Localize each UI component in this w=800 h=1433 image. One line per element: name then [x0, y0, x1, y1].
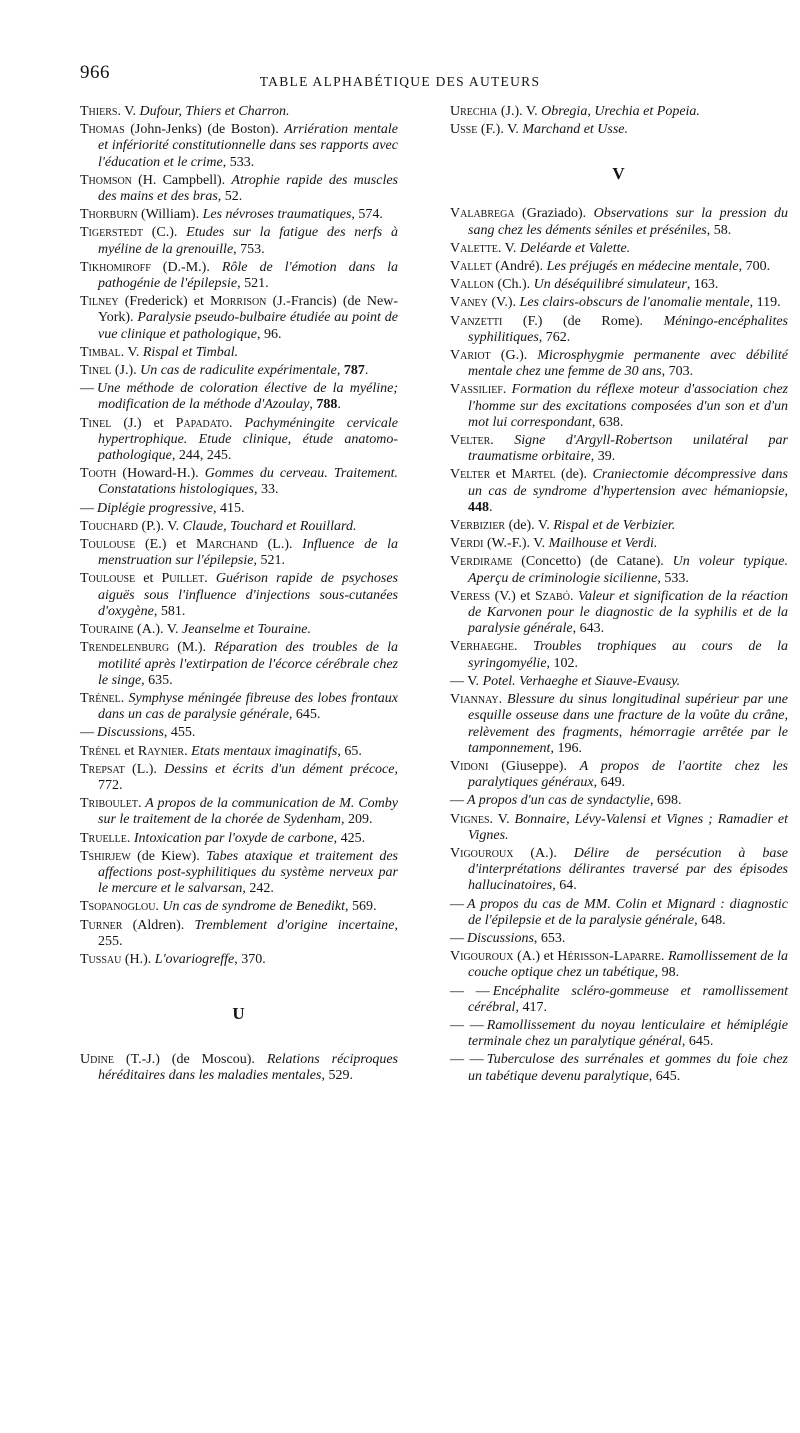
page-number: 966 — [80, 62, 110, 83]
index-entry: Udine (T.-J.) (de Moscou). Relations réciproques héréditaires dans les maladies mentales, 529. — [80, 1052, 398, 1084]
index-entry: Valette. V. Deléarde et Valette. — [450, 240, 631, 256]
index-entry: Viannay. Blessure du sinus longitudinal supérieur par une esquille osseuse dans une fracture de la voûte du crâne, relèvement des fragments, hémorragie arrêtée par le tamponnement, 196. — [450, 692, 788, 756]
index-entry: Urechia (J.). V. Obregia, Urechia et Popeia. — [450, 104, 700, 119]
index-entry: Usse (F.). V. Marchand et Usse. — [450, 122, 629, 138]
index-entry: Tsopanoglou. Un cas de syndrome de Benedikt, 569. — [80, 899, 377, 915]
index-entry: Tinel (J.). Un cas de radiculite expérimentale, 787. — [80, 363, 369, 379]
index-entry: Vigouroux (A.) et Hérisson-Laparre. Ramollissement de la couche optique chez un tabétique, 98. — [450, 949, 788, 981]
index-entry: Trénel. Symphyse méningée fibreuse des lobes frontaux dans un cas de paralysie générale, 645. — [80, 690, 398, 723]
index-entry: Verhaeghe. Troubles trophiques au cours de la syringomyélie, 102. — [450, 639, 788, 671]
index-entry: Vassilief. Formation du réflexe moteur d'association chez l'homme sur des excitations composées d'un son et d'un mot lui correspondant, 638. — [450, 382, 788, 430]
index-entry: Verdi (W.-F.). V. Mailhouse et Verdi. — [450, 536, 658, 552]
index-entry: Thomas (John-Jenks) (de Boston). Arriération mentale et infériorité constitutionnelle dans ses rapports avec l'éducation et le crime, 533. — [80, 122, 398, 170]
index-entry: — Discussions, 455. — [80, 725, 196, 741]
index-entry: Toulouse et Puillet. Guérison rapide de psychoses aiguës sous l'influence d'injections sous-cutanées d'oxygène, 581. — [80, 571, 398, 619]
index-entry: Touraine (A.). V. Jeanselme et Touraine. — [80, 622, 312, 638]
index-entry: — Une méthode de coloration élective de la myéline; modification de la méthode d'Azoulay, 788. — [80, 381, 398, 413]
index-entry: Toulouse (E.) et Marchand (L.). Influence de la menstruation sur l'épilepsie, 521. — [80, 537, 399, 569]
index-entry: Verbizier (de). V. Rispal et de Verbizier. — [450, 518, 676, 534]
index-entry: Timbal. V. Rispal et Timbal. — [80, 344, 239, 360]
index-entry: Thomson (H. Campbell). Atrophie rapide des muscles des mains et des bras, 52. — [80, 172, 399, 205]
index-entry: Thiers. V. Dufour, Thiers et Charron. — [80, 104, 290, 119]
index-entry: Tilney (Frederick) et Morrison (J.-Francis) (de New-York). Paralysie pseudo-bulbaire étudiée au point de vue clinique et pathologique, 96. — [80, 294, 398, 342]
index-entry: Vignes. V. Bonnaire, Lévy-Valensi et Vignes ; Ramadier et Vignes. — [450, 811, 789, 843]
left-column — [80, 104, 398, 1087]
index-entry: Touchard (P.). V. Claude, Touchard et Rouillard. — [80, 518, 357, 534]
index-entry: Valabrega (Graziado). Observations sur la pression du sang chez les déments séniles et préséniles, 58. — [450, 206, 788, 238]
index-entry: — — Encéphalite scléro-gommeuse et ramollissement cérébral, 417. — [450, 983, 788, 1015]
index-entry: Vallon (Ch.). Un déséquilibré simulateur, 163. — [450, 277, 719, 293]
index-entry: Vanzetti (F.) (de Rome). Méningo-encéphalites syphilitiques, 762. — [450, 313, 788, 345]
index-entry: Vallet (André). Les préjugés en médecine mentale, 700. — [450, 259, 771, 275]
index-entry: Trénel et Raynier. Etats mentaux imaginatifs, 65. — [80, 743, 362, 759]
index-entry: — A propos d'un cas de syndactylie, 698. — [450, 793, 682, 809]
index-entry: Tigerstedt (C.). Etudes sur la fatigue des nerfs à myéline de la grenouille, 753. — [80, 225, 398, 257]
index-entry: Verdirame (Concetto) (de Catane). Un voleur typique. Aperçu de criminologie sicilienne, 533. — [450, 554, 788, 586]
index-entry: — Diplégie progressive, 415. — [80, 500, 245, 516]
index-entry: Trepsat (L.). Dessins et écrits d'un dément précoce, 772. — [80, 761, 398, 793]
index-entry: Veress (V.) et Szabó. Valeur et signification de la réaction de Karvonen pour le diagnostic de la syphilis et de la paralysie générale, 643. — [450, 588, 789, 637]
right-column — [450, 104, 788, 1087]
index-entry: Turner (Aldren). Tremblement d'origine incertaine, 255. — [80, 917, 398, 949]
index-entry: Tshirjew (de Kiew). Tabes ataxique et traitement des affections post-syphilitiques du système nerveux par le mercure et le salvarsan, 242. — [80, 848, 398, 897]
index-entry: — Discussions, 653. — [450, 930, 566, 946]
index-entry: Truelle. Intoxication par l'oxyde de carbone, 425. — [80, 830, 366, 846]
index-entry: Trendelenburg (M.). Réparation des troubles de la motilité après l'extirpation de l'écorce cérébrale chez le singe, 635. — [80, 640, 398, 688]
index-entry: — — Tuberculose des surrénales et gommes du foie chez un tabétique devenu paralytique, 645. — [450, 1052, 788, 1084]
index-entry: — — Ramollissement du noyau lenticulaire et hémiplégie terminale chez un paralytique général, 645. — [450, 1017, 788, 1050]
index-entry: Triboulet. A propos de la communication de M. Comby sur le traitement de la chorée de Sydenham, 209. — [80, 796, 398, 828]
running-head: TABLE ALPHABÉTIQUE DES AUTEURS — [259, 74, 541, 89]
index-entry: Vaney (V.). Les clairs-obscurs de l'anomalie mentale, 119. — [450, 295, 781, 311]
index-entry: — V. Potel. Verhaeghe et Siauve-Evausy. — [450, 673, 681, 689]
index-entry: Vidoni (Giuseppe). A propos de l'aortite chez les paralytiques généraux, 649. — [450, 758, 788, 791]
index-entry: Thorburn (William). Les névroses traumatiques, 574. — [80, 207, 383, 223]
index-entry: — A propos du cas de MM. Colin et Mignard : diagnostic de l'épilepsie et de la paralysie générale, 648. — [450, 896, 788, 928]
index-entry: Variot (G.). Microsphygmie permanente avec débilité mentale chez une femme de 30 ans, 703. — [450, 348, 789, 380]
section-letter-v: V — [612, 164, 626, 184]
index-entry: Tinel (J.) et Papadato. Pachyméningite cervicale hypertrophique. Etude clinique, étude anatomo-pathologique, 244, 245. — [80, 415, 398, 464]
section-letter-u: U — [232, 1004, 246, 1024]
index-entry: Velter et Martel (de). Craniectomie décompressive dans un cas de syndrome d'hypertension avec hémaniopsie, 448. — [450, 467, 788, 515]
index-entry: Tussau (H.). L'ovariogreffe, 370. — [80, 951, 266, 967]
index-entry: Velter. Signe d'Argyll-Robertson unilatéral par traumatisme orbitaire, 39. — [450, 433, 788, 465]
index-entry: Tooth (Howard-H.). Gommes du cerveau. Traitement. Constatations histologiques, 33. — [80, 466, 399, 498]
index-entry: Vigouroux (A.). Délire de persécution à base d'interprétations délirantes traversé par des épisodes hallucinatoires, 64. — [450, 845, 788, 894]
index-entry: Tikhomiroff (D.-M.). Rôle de l'émotion dans la pathogénie de l'épilepsie, 521. — [80, 259, 398, 292]
